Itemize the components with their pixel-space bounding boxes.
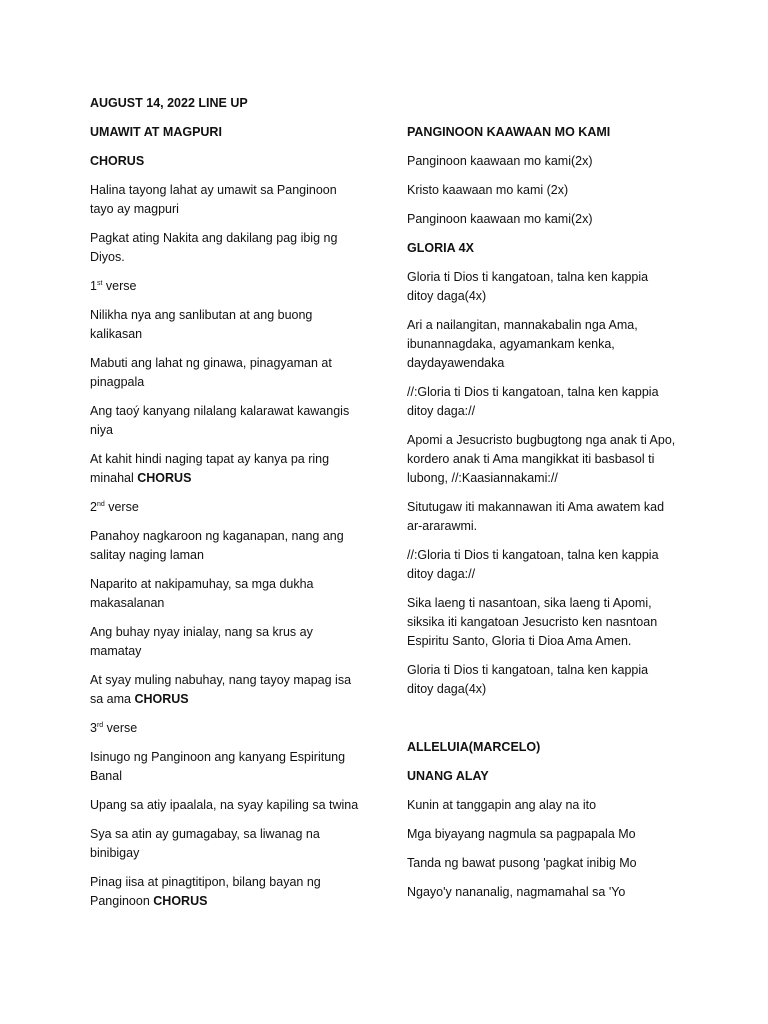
line-text: sa ama <box>90 692 135 706</box>
line-text: makasalanan <box>90 596 165 610</box>
line-text: Kunin at tanggapin ang alay na ito <box>407 798 597 812</box>
line-text: daydayawendaka <box>407 356 505 370</box>
right-line <box>407 431 675 450</box>
left-line <box>90 469 191 488</box>
left-line <box>90 594 164 613</box>
line-text: 1 <box>90 279 97 293</box>
line-text: Panginoon kaawaan mo kami(2x) <box>407 154 593 168</box>
right-line <box>407 767 489 786</box>
left-line <box>90 200 179 219</box>
line-text: UNANG ALAY <box>407 769 489 783</box>
line-text: ibunannagdaka, agyamankam kenka, <box>407 337 615 351</box>
line-text: Ngayo'y nananalig, nagmamahal sa 'Yo <box>407 885 626 899</box>
line-text: Diyos. <box>90 250 125 264</box>
left-line <box>90 719 137 738</box>
right-line <box>407 594 652 613</box>
right-line <box>407 210 593 229</box>
line-text: 2 <box>90 500 97 514</box>
left-line <box>90 642 141 661</box>
right-line <box>407 316 638 335</box>
right-line <box>407 152 593 171</box>
right-line <box>407 796 596 815</box>
line-text: Nilikha nya ang sanlibutan at ang buong <box>90 308 313 322</box>
line-text: Sika laeng ti nasantoan, sika laeng ti Apomi, <box>407 596 652 610</box>
left-line <box>90 527 344 546</box>
line-text: lubong, //:Kaasiannakami:// <box>407 471 558 485</box>
left-line <box>90 450 329 469</box>
left-line <box>90 623 313 642</box>
line-text: kalikasan <box>90 327 143 341</box>
line-text: PANGINOON KAAWAAN MO KAMI <box>407 125 611 139</box>
right-line <box>407 825 636 844</box>
line-text: Pinag iisa at pinagtitipon, bilang bayan ng <box>90 875 321 889</box>
line-text: Gloria ti Dios ti kangatoan, talna ken kappia <box>407 270 649 284</box>
line-text: Situtugaw iti makannawan iti Ama awatem kad <box>407 500 665 514</box>
right-line <box>407 613 657 632</box>
left-line <box>90 690 189 709</box>
right-line <box>407 335 615 354</box>
line-rest: verse <box>104 500 139 514</box>
line-text: ar-ararawmi. <box>407 519 478 533</box>
line-text: siksika iti kangatoan Jesucristo ken nasntoan <box>407 615 658 629</box>
line-text: Naparito at nakipamuhay, sa mga dukha <box>90 577 314 591</box>
line-text: Mabuti ang lahat ng ginawa, pinagyaman at <box>90 356 332 370</box>
line-text: binibigay <box>90 846 140 860</box>
document-title: AUGUST 14, 2022 LINE UP <box>90 96 248 110</box>
line-text: Kristo kaawaan mo kami (2x) <box>407 183 569 197</box>
right-line <box>407 883 625 902</box>
left-line <box>90 892 207 911</box>
left-line <box>90 873 321 892</box>
left-line <box>90 844 139 863</box>
left-line <box>90 152 144 171</box>
line-text: Ang buhay nyay inialay, nang sa krus ay <box>90 625 313 639</box>
chorus-marker: CHORUS <box>153 894 208 908</box>
chorus-marker: CHORUS <box>134 692 189 706</box>
right-line <box>407 383 659 402</box>
left-line <box>90 748 345 767</box>
left-line <box>90 546 204 565</box>
left-line <box>90 373 144 392</box>
line-text: Gloria ti Dios ti kangatoan, talna ken kappia <box>407 663 649 677</box>
right-line <box>407 565 475 584</box>
left-line <box>90 575 314 594</box>
left-line <box>90 248 125 267</box>
right-line <box>407 402 475 421</box>
line-text: ditoy daga:// <box>407 567 476 581</box>
line-text: minahal <box>90 471 138 485</box>
ordinal-suffix: st <box>96 279 103 287</box>
right-line <box>407 287 486 306</box>
line-text: CHORUS <box>90 154 145 168</box>
ordinal-suffix: nd <box>96 500 105 508</box>
left-line <box>90 325 142 344</box>
line-text: ditoy daga(4x) <box>407 682 487 696</box>
right-line <box>407 268 648 287</box>
line-text: UMAWIT AT MAGPURI <box>90 125 222 139</box>
line-rest: verse <box>103 721 138 735</box>
line-text: //:Gloria ti Dios ti kangatoan, talna ken kappia <box>407 385 659 399</box>
line-text: niya <box>90 423 113 437</box>
left-line <box>90 671 351 690</box>
line-text: ALLELUIA(MARCELO) <box>407 740 541 754</box>
left-line <box>90 402 349 421</box>
line-text: ditoy daga(4x) <box>407 289 487 303</box>
left-line <box>90 181 337 200</box>
left-line <box>90 498 139 517</box>
line-text: Panginoon kaawaan mo kami(2x) <box>407 212 593 226</box>
line-text: Isinugo ng Panginoon ang kanyang Espiritung <box>90 750 346 764</box>
right-line <box>407 680 486 699</box>
line-text: ditoy daga:// <box>407 404 476 418</box>
line-text: Halina tayong lahat ay umawit sa Panginoon <box>90 183 337 197</box>
line-text: Ari a nailangitan, mannakabalin nga Ama, <box>407 318 638 332</box>
right-line <box>407 354 504 373</box>
line-text: salitay naging laman <box>90 548 204 562</box>
line-text: At kahit hindi naging tapat ay kanya pa ring <box>90 452 330 466</box>
left-line <box>90 123 222 142</box>
line-text: Ang taoý kanyang nilalang kalarawat kawangis <box>90 404 350 418</box>
right-line <box>407 546 659 565</box>
left-line <box>90 825 320 844</box>
left-line <box>90 229 337 248</box>
right-line <box>407 738 540 757</box>
line-text: //:Gloria ti Dios ti kangatoan, talna ken kappia <box>407 548 659 562</box>
line-text: Upang sa atiy ipaalala, na syay kapiling sa twina <box>90 798 359 812</box>
line-text: Panahoy nagkaroon ng kaganapan, nang ang <box>90 529 344 543</box>
line-text: Sya sa atin ay gumagabay, sa liwanag na <box>90 827 320 841</box>
line-text: tayo ay magpuri <box>90 202 179 216</box>
right-line <box>407 661 648 680</box>
line-text: At syay muling nabuhay, nang tayoy mapag isa <box>90 673 352 687</box>
line-text: Espiritu Santo, Gloria ti Dioa Ama Amen. <box>407 634 632 648</box>
right-line <box>407 181 568 200</box>
left-line <box>90 277 136 296</box>
line-text: Tanda ng bawat pusong 'pagkat inibig Mo <box>407 856 637 870</box>
line-text: Panginoon <box>90 894 154 908</box>
left-line <box>90 767 122 786</box>
ordinal-suffix: rd <box>96 721 104 729</box>
right-line <box>407 450 654 469</box>
right-line <box>407 854 637 873</box>
line-rest: verse <box>102 279 137 293</box>
line-text: Banal <box>90 769 122 783</box>
right-line <box>407 632 631 651</box>
right-line <box>407 469 558 488</box>
left-line <box>90 306 312 325</box>
line-text: pinagpala <box>90 375 145 389</box>
left-line <box>90 421 113 440</box>
line-text: kordero anak ti Ama mangikkat iti basbasol ti <box>407 452 655 466</box>
line-text: GLORIA 4X <box>407 241 474 255</box>
line-text: Pagkat ating Nakita ang dakilang pag ibig ng <box>90 231 338 245</box>
chorus-marker: CHORUS <box>137 471 192 485</box>
right-line <box>407 517 477 536</box>
right-line <box>407 498 664 517</box>
line-text: Apomi a Jesucristo bugbugtong nga anak ti Apo, <box>407 433 676 447</box>
left-line <box>90 354 332 373</box>
left-line <box>90 796 358 815</box>
line-text: mamatay <box>90 644 142 658</box>
line-text: Mga biyayang nagmula sa pagpapala Mo <box>407 827 636 841</box>
right-line <box>407 123 610 142</box>
right-line <box>407 239 474 258</box>
line-text: 3 <box>90 721 97 735</box>
